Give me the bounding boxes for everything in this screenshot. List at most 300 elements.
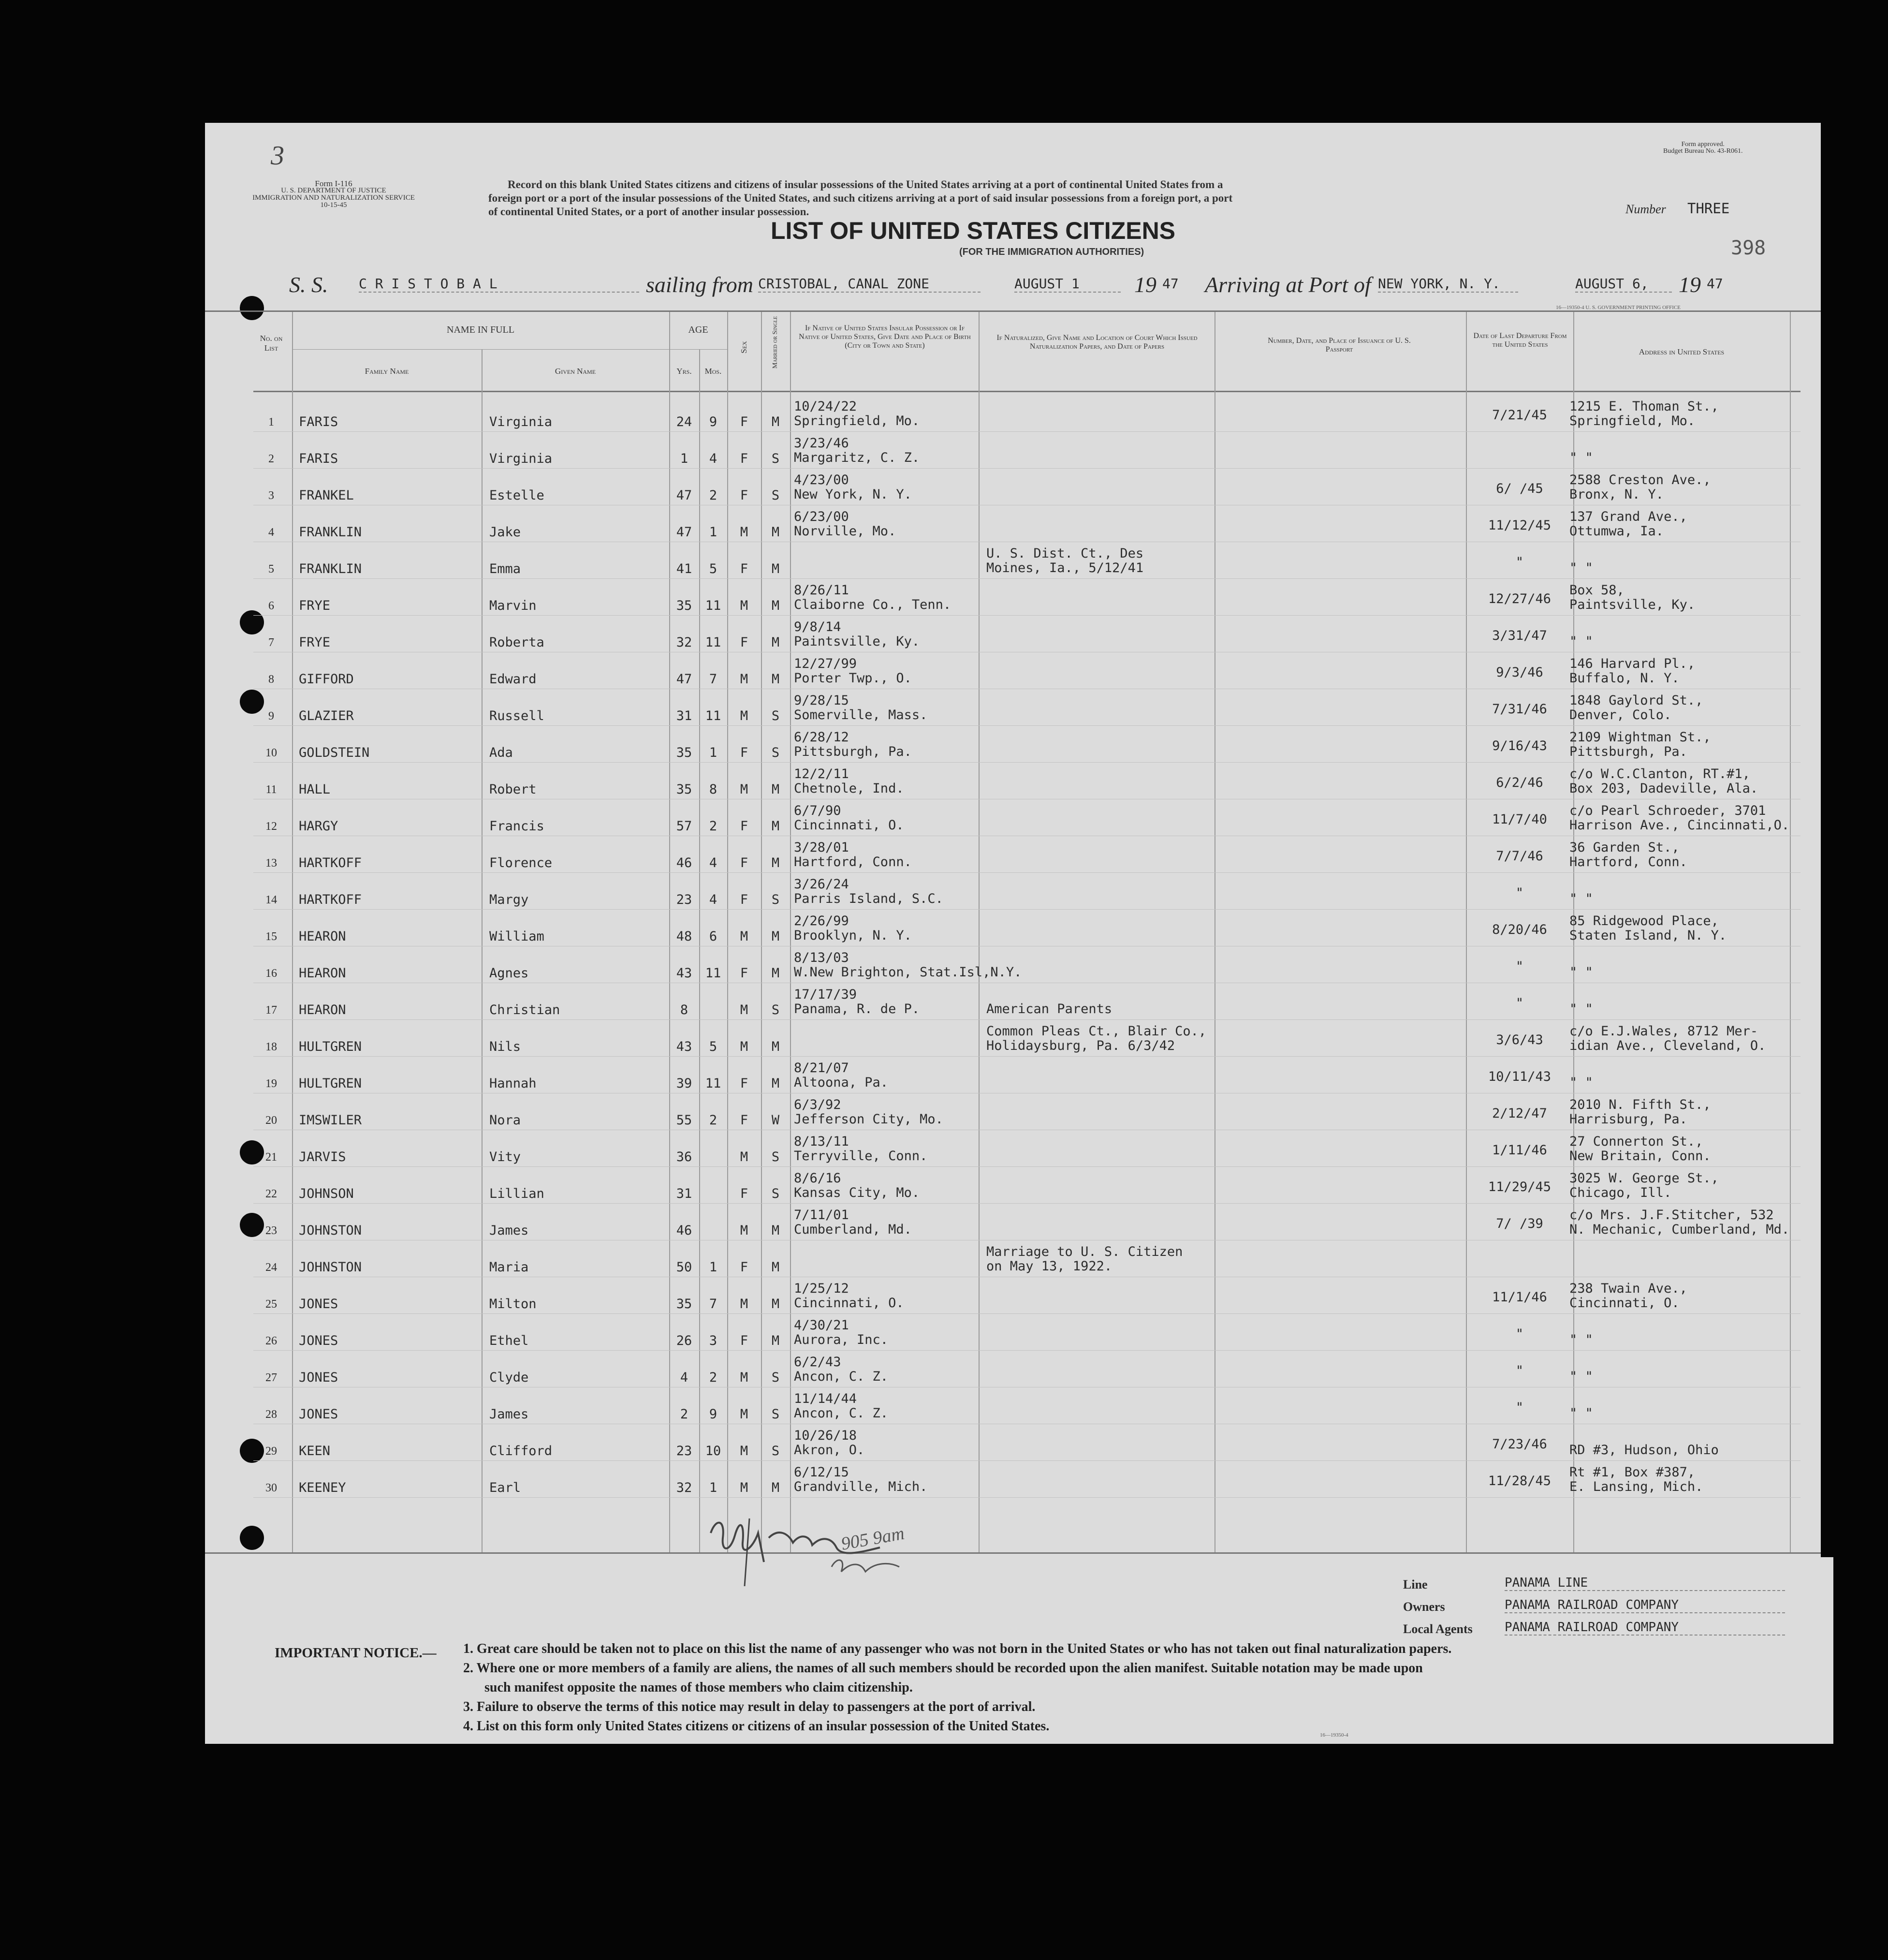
notice-item-2: 2. Where one or more members of a family are aliens, the names of all such members should be recorded upon the alien manifest. Suitable notation may be made upon — [463, 1661, 1423, 1676]
family-name: HEARON — [299, 929, 346, 944]
last-departure-date: 11/12/45 — [1488, 518, 1551, 533]
birth-line-1: 8/6/16 — [794, 1171, 841, 1186]
birth-line-2: Parris Island, S.C. — [794, 891, 943, 906]
birth-line-1: 9/28/15 — [794, 693, 849, 708]
marital-status: S — [771, 451, 780, 466]
marital-status: M — [771, 561, 780, 576]
last-departure-date: 12/27/46 — [1488, 591, 1551, 606]
address-line-1: 1848 Gaylord St., — [1569, 693, 1703, 708]
table-top-rule — [205, 310, 1821, 312]
address-line-2: Staten Island, N. Y. — [1569, 928, 1727, 943]
age-years: 46 — [676, 855, 692, 870]
row-rule — [253, 578, 1800, 579]
col-rule — [1790, 312, 1791, 1552]
name-header-rule — [292, 349, 669, 350]
line-label: Line — [1403, 1577, 1428, 1592]
punch-hole — [240, 1526, 264, 1550]
sex: F — [740, 1113, 748, 1128]
given-name: Clyde — [489, 1370, 529, 1385]
year-prefix: 19 — [1134, 272, 1156, 297]
sailing-label: sailing from — [646, 272, 753, 297]
last-departure-date: " — [1515, 1326, 1524, 1341]
family-name: HEARON — [299, 1002, 346, 1017]
header-departure: Date of Last Departure From the United States — [1473, 332, 1567, 349]
sex: M — [740, 672, 748, 687]
address-line-2: " " — [1569, 1002, 1593, 1017]
age-years: 50 — [676, 1260, 692, 1275]
notice-item-1: 1. Great care should be taken not to place on this list the name of any passenger who was not born in the United States or who has not taken out final naturalization papers. — [463, 1641, 1452, 1656]
arrival-port: NEW YORK, N. Y. — [1378, 276, 1518, 293]
address-line-2: Harrison Ave., Cincinnati,O. — [1569, 818, 1790, 833]
family-name: HEARON — [299, 966, 346, 981]
birth-line-1: 6/28/12 — [794, 730, 849, 745]
row-number: 2 — [268, 453, 274, 465]
age-months: 7 — [709, 1297, 717, 1312]
address-line-2: Hartford, Conn. — [1569, 855, 1687, 869]
sex: M — [740, 1223, 748, 1238]
row-rule — [253, 725, 1800, 726]
age-months: 2 — [709, 1370, 717, 1385]
age-months: 4 — [709, 892, 717, 907]
record-line: of continental United States, or a port of another insular possession. — [488, 206, 809, 218]
sex: F — [740, 745, 748, 760]
row-number: 30 — [265, 1482, 277, 1494]
marital-status: S — [771, 745, 780, 760]
address-line-2: Pittsburgh, Pa. — [1569, 744, 1687, 759]
approval-line: Budget Bureau No. 43-R061. — [1663, 147, 1743, 155]
last-departure-date: 1/11/46 — [1492, 1143, 1547, 1158]
given-name: Robert — [489, 782, 537, 797]
birth-line-2: Brooklyn, N. Y. — [794, 928, 912, 943]
age-months: 11 — [705, 708, 721, 723]
address-line-2: " " — [1569, 1332, 1593, 1347]
family-name: KEENEY — [299, 1480, 346, 1495]
age-years: 32 — [676, 1480, 692, 1495]
address-line-2: Cincinnati, O. — [1569, 1296, 1680, 1311]
number-label: Number — [1625, 202, 1666, 216]
address-line-2: idian Ave., Cleveland, O. — [1569, 1038, 1766, 1053]
family-name: GOLDSTEIN — [299, 745, 370, 760]
row-number: 18 — [265, 1041, 277, 1053]
birth-line-2: Terryville, Conn. — [794, 1149, 928, 1164]
given-name: Ada — [489, 745, 513, 760]
birth-line-2: Cincinnati, O. — [794, 1296, 904, 1311]
address-line-1: c/o E.J.Wales, 8712 Mer- — [1569, 1024, 1758, 1039]
given-name: Vity — [489, 1149, 521, 1164]
form-id-line: U. S. DEPARTMENT OF JUSTICE — [281, 187, 386, 194]
birth-line-2: Porter Twp., O. — [794, 671, 912, 686]
given-name: Margy — [489, 892, 529, 907]
row-number: 5 — [268, 563, 274, 575]
sex: M — [740, 708, 748, 723]
marital-status: S — [771, 1186, 780, 1201]
marital-status: M — [771, 929, 780, 944]
row-number: 6 — [268, 600, 274, 612]
col-rule — [482, 349, 483, 1552]
row-number: 1 — [268, 416, 274, 428]
naturalization-line-1: Marriage to U. S. Citizen — [986, 1244, 1183, 1259]
arrival-date: AUGUST 6, — [1575, 276, 1672, 293]
marital-status: M — [771, 635, 780, 650]
address-line-1: 137 Grand Ave., — [1569, 509, 1687, 524]
age-years: 35 — [676, 782, 692, 797]
age-months: 2 — [709, 1113, 717, 1128]
header-given-name: Given Name — [555, 367, 596, 376]
sex: M — [740, 929, 748, 944]
number-value: THREE — [1687, 200, 1730, 217]
row-number: 20 — [265, 1114, 277, 1127]
row-rule — [253, 1056, 1800, 1057]
birth-line-2: Cumberland, Md. — [794, 1222, 912, 1237]
departure-date: AUGUST 1 — [1014, 276, 1121, 293]
arriving-label: Arriving at Port of — [1205, 272, 1371, 297]
birth-line-1: 7/11/01 — [794, 1208, 849, 1223]
birth-line-2: Claiborne Co., Tenn. — [794, 597, 951, 612]
address-line-2: " " — [1569, 965, 1593, 980]
given-name: Nora — [489, 1113, 521, 1128]
family-name: FARIS — [299, 414, 338, 429]
bottom-print-code: 16—19350-4 — [1320, 1732, 1348, 1738]
address-line-1: 3025 W. George St., — [1569, 1171, 1719, 1186]
age-years: 55 — [676, 1113, 692, 1128]
agents-label: Local Agents — [1403, 1622, 1473, 1636]
header-family-name: Family Name — [365, 367, 409, 376]
birth-line-1: 8/13/11 — [794, 1134, 849, 1149]
marital-status: M — [771, 966, 780, 981]
sex: F — [740, 966, 748, 981]
address-line-1: c/o Mrs. J.F.Stitcher, 532 — [1569, 1208, 1774, 1223]
age-years: 35 — [676, 745, 692, 760]
notice-heading: IMPORTANT NOTICE.— — [275, 1645, 437, 1661]
row-rule — [253, 1460, 1800, 1461]
family-name: IMSWILER — [299, 1113, 362, 1128]
given-name: Milton — [489, 1297, 537, 1312]
row-rule — [253, 1203, 1800, 1204]
age-months: 5 — [709, 1039, 717, 1054]
sex: M — [740, 782, 748, 797]
sex: M — [740, 1297, 748, 1312]
age-header-rule — [669, 349, 727, 350]
age-years: 31 — [676, 708, 692, 723]
birth-line-2: Margaritz, C. Z. — [794, 450, 920, 465]
given-name: Roberta — [489, 635, 544, 650]
birth-line-1: 8/21/07 — [794, 1061, 849, 1076]
address-line-1: 27 Connerton St., — [1569, 1134, 1703, 1149]
sex: F — [740, 892, 748, 907]
marital-status: M — [771, 672, 780, 687]
birth-line-1: 1/25/12 — [794, 1281, 849, 1296]
address-line-1: 1215 E. Thoman St., — [1569, 399, 1719, 414]
family-name: HULTGREN — [299, 1076, 362, 1091]
row-rule — [253, 1166, 1800, 1167]
signature-note: 905 9am — [839, 1523, 906, 1554]
age-months: 5 — [709, 561, 717, 576]
age-years: 35 — [676, 1297, 692, 1312]
birth-line-1: 6/23/00 — [794, 509, 849, 524]
row-rule — [253, 468, 1800, 469]
row-number: 7 — [268, 636, 274, 649]
age-months: 11 — [705, 598, 721, 613]
owners-value: PANAMA RAILROAD COMPANY — [1505, 1598, 1785, 1613]
form-id-line: Form I-116 — [315, 179, 352, 188]
last-departure-date: 3/6/43 — [1496, 1032, 1543, 1047]
age-years: 57 — [676, 819, 692, 834]
row-number: 9 — [268, 710, 274, 722]
last-departure-date: 11/1/46 — [1492, 1290, 1547, 1305]
row-number: 22 — [265, 1188, 277, 1200]
family-name: JONES — [299, 1297, 338, 1312]
row-rule — [253, 1313, 1800, 1314]
age-years: 23 — [676, 892, 692, 907]
given-name: William — [489, 929, 544, 944]
address-line-1: 2010 N. Fifth St., — [1569, 1097, 1711, 1112]
line-value: PANAMA LINE — [1505, 1576, 1785, 1591]
family-name: FRANKLIN — [299, 561, 362, 576]
punch-hole — [240, 296, 264, 320]
marital-status: M — [771, 855, 780, 870]
sex: F — [740, 488, 748, 503]
last-departure-date: 9/16/43 — [1492, 738, 1547, 753]
family-name: JONES — [299, 1407, 338, 1422]
row-number: 23 — [265, 1224, 277, 1237]
age-months: 9 — [709, 1407, 717, 1422]
birth-line-2: Aurora, Inc. — [794, 1332, 889, 1347]
marital-status: S — [771, 1407, 780, 1422]
last-departure-date: 10/11/43 — [1488, 1069, 1551, 1084]
address-line-1: Rt #1, Box #387, — [1569, 1465, 1696, 1480]
naturalization-line-1: U. S. Dist. Ct., Des — [986, 546, 1144, 561]
sex: M — [740, 1407, 748, 1422]
address-line-2: " " — [1569, 1406, 1593, 1421]
age-years: 48 — [676, 929, 692, 944]
family-name: HARTKOFF — [299, 892, 362, 907]
last-departure-date: 8/20/46 — [1492, 922, 1547, 937]
notice-item-3: 3. Failure to observe the terms of this notice may result in delay to passengers at the port of arrival. — [463, 1699, 1036, 1714]
birth-line-1: 4/23/00 — [794, 472, 849, 487]
birth-line-2: Kansas City, Mo. — [794, 1185, 920, 1200]
birth-line-2: Akron, O. — [794, 1443, 865, 1458]
family-name: FRANKEL — [299, 488, 354, 503]
age-years: 31 — [676, 1186, 692, 1201]
age-months: 11 — [705, 635, 721, 650]
sex: F — [740, 1333, 748, 1348]
row-rule — [253, 872, 1800, 873]
sex: M — [740, 598, 748, 613]
row-number: 13 — [265, 857, 277, 869]
address-line-2: Box 203, Dadeville, Ala. — [1569, 781, 1758, 796]
given-name: Virginia — [489, 414, 553, 429]
address-line-2: Springfield, Mo. — [1569, 413, 1696, 428]
address-line-2: " " — [1569, 1369, 1593, 1384]
marital-status: S — [771, 488, 780, 503]
address-line-1: 2588 Creston Ave., — [1569, 472, 1711, 487]
last-departure-date: 6/ /45 — [1496, 481, 1543, 496]
naturalization-line-1: Common Pleas Ct., Blair Co., — [986, 1024, 1207, 1039]
sex: F — [740, 855, 748, 870]
age-years: 43 — [676, 966, 692, 981]
address-line-2: New Britain, Conn. — [1569, 1149, 1711, 1164]
last-departure-date: 7/31/46 — [1492, 702, 1547, 717]
age-months: 6 — [709, 929, 717, 944]
birth-line-2: Norville, Mo. — [794, 524, 896, 539]
age-months: 8 — [709, 782, 717, 797]
last-departure-date: 7/7/46 — [1496, 849, 1543, 864]
last-departure-date: " — [1515, 1363, 1524, 1378]
naturalization-line-2: on May 13, 1922. — [986, 1259, 1112, 1274]
age-years: 8 — [680, 1002, 688, 1017]
sex: M — [740, 1002, 748, 1017]
last-departure-date: 7/23/46 — [1492, 1437, 1547, 1452]
header-age: AGE — [688, 324, 708, 335]
last-departure-date: " — [1515, 555, 1524, 570]
header-marital: Married or Single — [772, 316, 779, 369]
birth-line-2: Cincinnati, O. — [794, 818, 904, 833]
age-years: 47 — [676, 525, 692, 540]
record-instructions — [488, 178, 1542, 219]
marital-status: M — [771, 819, 780, 834]
birth-line-2: New York, N. Y. — [794, 487, 912, 502]
given-name: Christian — [489, 1002, 560, 1017]
family-name: JOHNSON — [299, 1186, 354, 1201]
sex: M — [740, 1039, 748, 1054]
marital-status: M — [771, 1039, 780, 1054]
sex: F — [740, 819, 748, 834]
notice-item-4: 4. List on this form only United States citizens or citizens of an insular possession of the United States. — [463, 1719, 1050, 1734]
age-years: 39 — [676, 1076, 692, 1091]
row-number: 28 — [265, 1408, 277, 1421]
family-name: FARIS — [299, 451, 338, 466]
age-months: 3 — [709, 1333, 717, 1348]
age-months: 7 — [709, 672, 717, 687]
header-name-in-full: NAME IN FULL — [447, 324, 514, 335]
given-name: Edward — [489, 672, 537, 687]
marital-status: S — [771, 1002, 780, 1017]
birth-line-1: 3/23/46 — [794, 436, 849, 451]
marital-status: S — [771, 892, 780, 907]
birth-line-1: 6/2/43 — [794, 1355, 841, 1370]
birth-line-2: Chetnole, Ind. — [794, 781, 904, 796]
birth-line-1: 12/27/99 — [794, 656, 857, 671]
row-number: 12 — [265, 820, 277, 833]
last-departure-date: 2/12/47 — [1492, 1106, 1547, 1121]
owners-label: Owners — [1403, 1600, 1445, 1614]
header-naturalized: If Naturalized, Give Name and Location of Court Which Issued Naturalization Papers, and Date of Papers — [996, 334, 1198, 351]
address-line-1: 146 Harvard Pl., — [1569, 656, 1696, 671]
last-departure-date: 11/28/45 — [1488, 1474, 1551, 1488]
col-rule — [790, 312, 791, 1552]
sex: F — [740, 1076, 748, 1091]
given-name: Agnes — [489, 966, 529, 981]
col-rule — [979, 312, 980, 1552]
record-line: Record on this blank United States citizens and citizens of insular possessions of the United States arriving at a port of continental United States from a — [508, 178, 1223, 191]
birth-line-2: Hartford, Conn. — [794, 855, 912, 869]
birth-line-1: 8/26/11 — [794, 583, 849, 598]
header-years: Yrs. — [676, 367, 692, 376]
last-departure-date: 9/3/46 — [1496, 665, 1543, 680]
marital-status: M — [771, 1333, 780, 1348]
document-title: LIST OF UNITED STATES CITIZENS — [771, 217, 1176, 244]
address-line-2: Harrisburg, Pa. — [1569, 1112, 1687, 1127]
marital-status: M — [771, 1223, 780, 1238]
row-rule — [253, 1350, 1800, 1351]
age-months: 11 — [705, 1076, 721, 1091]
marital-status: W — [771, 1113, 780, 1128]
given-name: Virginia — [489, 451, 553, 466]
punch-hole — [240, 610, 264, 634]
birth-line-2: Panama, R. de P. — [794, 1002, 920, 1017]
marital-status: M — [771, 598, 780, 613]
given-name: Hannah — [489, 1076, 537, 1091]
age-months: 4 — [709, 855, 717, 870]
age-years: 43 — [676, 1039, 692, 1054]
address-line-2: " " — [1569, 560, 1593, 575]
address-line-1: c/o Pearl Schroeder, 3701 — [1569, 803, 1766, 818]
row-rule — [253, 615, 1800, 616]
agents-value: PANAMA RAILROAD COMPANY — [1505, 1620, 1785, 1636]
row-number: 27 — [265, 1371, 277, 1384]
header-list-no: No. on List — [260, 334, 283, 353]
ss-label: S. S. — [289, 272, 328, 297]
header-months: Mos. — [704, 367, 722, 376]
sex: M — [740, 1480, 748, 1495]
birth-line-2: Paintsville, Ky. — [794, 634, 920, 649]
marital-status: S — [771, 708, 780, 723]
row-rule — [253, 1019, 1800, 1020]
address-line-2: N. Mechanic, Cumberland, Md. — [1569, 1222, 1790, 1237]
given-name: Jake — [489, 525, 521, 540]
birth-line-1: 10/26/18 — [794, 1428, 857, 1443]
birth-line-1: 3/26/24 — [794, 877, 849, 892]
birth-line-2: Springfield, Mo. — [794, 413, 920, 428]
family-name: JONES — [299, 1370, 338, 1385]
naturalization-line-2: American Parents — [986, 1002, 1112, 1017]
sailing-from: CRISTOBAL, CANAL ZONE — [758, 276, 981, 293]
family-name: HALL — [299, 782, 331, 797]
col-rule — [292, 312, 293, 1552]
family-name: KEEN — [299, 1444, 331, 1459]
age-years: 2 — [680, 1407, 688, 1422]
marital-status: S — [771, 1149, 780, 1164]
age-months: 1 — [709, 1260, 717, 1275]
form-id-line: 10-15-45 — [320, 201, 347, 209]
row-number: 14 — [265, 894, 277, 906]
given-name: Ethel — [489, 1333, 529, 1348]
address-line-2: Buffalo, N. Y. — [1569, 671, 1680, 686]
age-months: 11 — [705, 966, 721, 981]
given-name: Emma — [489, 561, 521, 576]
address-line-1: c/o W.C.Clanton, RT.#1, — [1569, 766, 1750, 781]
form-id-line: IMMIGRATION AND NATURALIZATION SERVICE — [252, 194, 415, 202]
birth-line-2: Ancon, C. Z. — [794, 1369, 889, 1384]
family-name: FRYE — [299, 635, 331, 650]
address-line-1: Box 58, — [1569, 583, 1625, 598]
age-years: 36 — [676, 1149, 692, 1164]
row-rule — [253, 762, 1800, 763]
row-number: 3 — [268, 489, 274, 502]
age-years: 41 — [676, 561, 692, 576]
family-name: GIFFORD — [299, 672, 354, 687]
header-passport: Number, Date, and Place of Issuance of U. S. Passport — [1268, 337, 1411, 354]
row-number: 4 — [268, 526, 274, 539]
family-name: JARVIS — [299, 1149, 346, 1164]
row-number: 19 — [265, 1077, 277, 1090]
birth-line-2: Grandville, Mich. — [794, 1479, 928, 1494]
age-years: 32 — [676, 635, 692, 650]
address-line-1: 238 Twain Ave., — [1569, 1281, 1687, 1296]
given-name: Lillian — [489, 1186, 544, 1201]
age-years: 23 — [676, 1444, 692, 1459]
age-years: 47 — [676, 488, 692, 503]
